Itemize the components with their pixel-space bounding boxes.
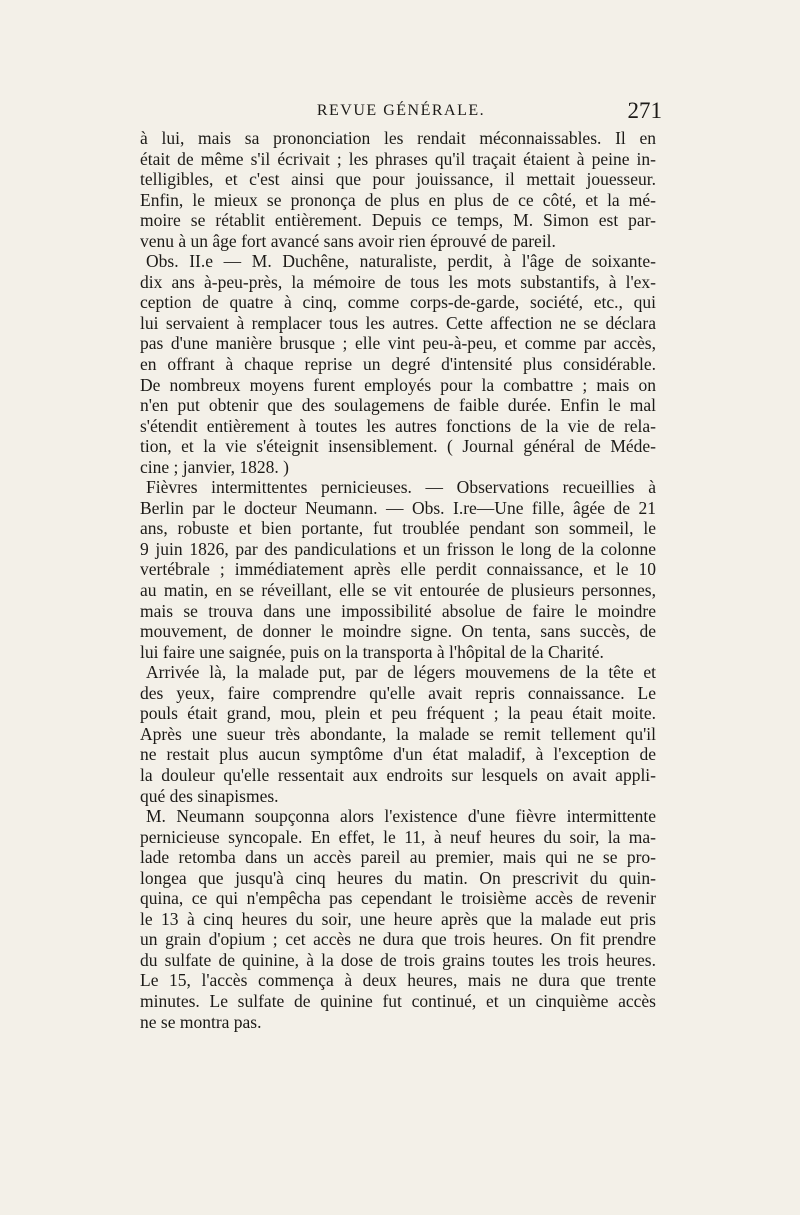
text-line: Enfin, le mieux se prononça de plus en plus de ce côté, et la mé- xyxy=(140,189,656,210)
body-text xyxy=(140,128,656,1032)
text-line: Berlin par le docteur Neumann. — Obs. I.re—Une fille, âgée de 21 xyxy=(140,497,656,518)
text-line: ne se montra pas. xyxy=(140,1011,262,1032)
text-line: ception de quatre à cinq, comme corps-de-garde, société, etc., qui xyxy=(140,292,656,313)
text-line: ne restait plus aucun symptôme d'un état maladif, à l'exception de xyxy=(140,744,656,765)
text-line: longea que jusqu'à cinq heures du matin. On prescrivit du quin- xyxy=(140,867,656,888)
text-line: Après une sueur très abondante, la malade se remit tellement qu'il xyxy=(140,723,656,744)
text-line: un grain d'opium ; cet accès ne dura que trois heures. On fit prendre xyxy=(140,929,656,950)
text-line: moire se rétablit entièrement. Depuis ce temps, M. Simon est par- xyxy=(140,210,656,231)
text-line: en offrant à chaque reprise un degré d'intensité plus considérable. xyxy=(140,354,656,375)
text-line: quina, ce qui n'empêcha pas cependant le troisième accès de revenir xyxy=(140,888,656,909)
text-line: s'étendit entièrement à toutes les autres fonctions de la vie de rela- xyxy=(140,415,656,436)
text-line: pas d'une manière brusque ; elle vint peu-à-peu, et comme par accès, xyxy=(140,333,656,354)
text-line: lui servaient à remplacer tous les autres. Cette affection ne se déclara xyxy=(140,312,656,333)
text-line: venu à un âge fort avancé sans avoir rien éprouvé de pareil. xyxy=(140,230,556,251)
text-line: 9 juin 1826, par des pandiculations et un frisson le long de la colonne xyxy=(140,538,656,559)
text-line: était de même s'il écrivait ; les phrases qu'il traçait étaient à peine in- xyxy=(140,148,656,169)
text-line: mouvement, de donner le moindre signe. On tenta, sans succès, de xyxy=(140,621,656,642)
text-line: vertébrale ; immédiatement après elle perdit connaissance, et le 10 xyxy=(140,559,656,580)
text-line: minutes. Le sulfate de quinine fut continué, et un cinquième accès xyxy=(140,990,656,1011)
text-line: lade retomba dans un accès pareil au premier, mais qui ne se pro- xyxy=(140,847,656,868)
text-line: qué des sinapismes. xyxy=(140,785,279,806)
text-line: du sulfate de quinine, à la dose de trois grains toutes les trois heures. xyxy=(140,949,656,970)
text-line: Le 15, l'accès commença à deux heures, mais ne dura que trente xyxy=(140,970,656,991)
text-line: à lui, mais sa prononciation les rendait méconnaissables. Il en xyxy=(140,128,656,148)
text-line: pernicieuse syncopale. En effet, le 11, à neuf heures du soir, la ma- xyxy=(140,826,656,847)
text-line: M. Neumann soupçonna alors l'existence d'une fièvre intermittente xyxy=(146,806,656,827)
text-line: le 13 à cinq heures du soir, une heure après que la malade eut pris xyxy=(140,908,656,929)
text-line: la douleur qu'elle ressentait aux endroits sur lesquels on avait appli- xyxy=(140,764,656,785)
text-line: ans, robuste et bien portante, fut troublée pendant son sommeil, le xyxy=(140,518,656,539)
text-line: Fièvres intermittentes pernicieuses. — Observations recueillies à xyxy=(146,477,656,498)
text-line: telligibles, et c'est ainsi que pour jouissance, il mettait jouesseur. xyxy=(140,169,656,190)
text-line: lui faire une saignée, puis on la transporta à l'hôpital de la Charité. xyxy=(140,641,604,662)
page-header xyxy=(140,100,662,130)
running-title: REVUE GÉNÉRALE. xyxy=(316,102,486,119)
text-line: pouls était grand, mou, plein et peu fréquent ; la peau était moite. xyxy=(140,703,656,724)
text-line: cine ; janvier, 1828. ) xyxy=(140,456,289,477)
text-line: dix ans à-peu-près, la mémoire de tous les mots substantifs, à l'ex- xyxy=(140,271,656,292)
text-line: De nombreux moyens furent employés pour la combattre ; mais on xyxy=(140,374,656,395)
text-line: Arrivée là, la malade put, par de légers mouvemens de la tête et xyxy=(146,662,656,683)
text-line: des yeux, faire comprendre qu'elle avait repris connaissance. Le xyxy=(140,682,656,703)
page-number: 271 xyxy=(627,98,662,123)
text-line: mais se trouva dans une impossibilité absolue de faire le moindre xyxy=(140,600,656,621)
text-line: au matin, en se réveillant, elle se vit entourée de plusieurs personnes, xyxy=(140,580,656,601)
text-line: tion, et la vie s'éteignit insensiblement. ( Journal général de Méde- xyxy=(140,436,656,457)
text-line: n'en put obtenir que des soulagemens de faible durée. Enfin le mal xyxy=(140,395,656,416)
text-line: Obs. II.e — M. Duchêne, naturaliste, perdit, à l'âge de soixante- xyxy=(146,251,656,272)
